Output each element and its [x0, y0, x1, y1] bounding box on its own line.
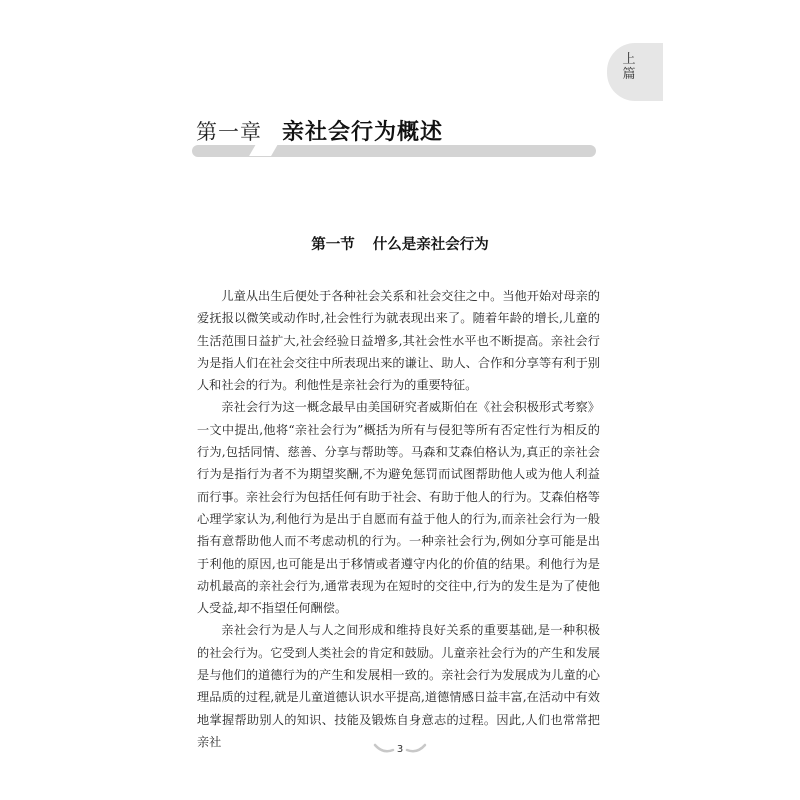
paragraph: 儿童从出生后便处于各种社会关系和社会交往之中。当他开始对母亲的爱抚报以微笑或动作时,社会性行为就表现出来了。随着年龄的增长,儿童的生活范围日益扩大,社会经验日益增多,其社会性水平也不断提高。亲社会行为是指人们在社会交往中所表现出来的谦让、助人、合作和分享等有利于别人和社会的行为。利他性是亲社会行为的重要特征。 [197, 289, 600, 393]
paragraph: 亲社会行为是人与人之间形成和维持良好关系的重要基础,是一种积极的社会行为。它受到人类社会的肯定和鼓励。儿童亲社会行为的产生和发展是与他们的道德行为的产生和发展相一致的。亲社会行为发展成为儿童的心理品质的过程,就是儿童道德认识水平提高,道德情感日益丰富,在活动中有效地掌握帮助别人的知识、技能及锻炼自身意志的过程。因此,人们也常常把亲社 [197, 623, 600, 749]
paragraph: 亲社会行为这一概念最早由美国研究者威斯伯在《社会积极形式考察》一文中提出,他将“亲社会行为”概括为所有与侵犯等所有否定性行为相反的行为,包括同情、慈善、分享与帮助等。马森和艾森伯格认为,真正的亲社会行为是指行为者不为期望奖酬,不为避免惩罚而试图帮助他人或为他人利益而行事。亲社会行为包括任何有助于社会、有助于他人的行为。艾森伯格等心理学家认为,利他行为是出于自愿而有益于他人的行为,而亲社会行为一般指有意帮助他人而不考虑动机的行为。一种亲社会行为,例如分享可能是出于利他的原因,也可能是出于移情或者遵守内化的价值的结果。利他行为是动机最高的亲社会行为,通常表现为在短时的交往中,行为的发生是为了使他人受益,却不指望任何酬偿。 [197, 400, 600, 616]
section-heading [0, 233, 800, 254]
chapter-number: 第一章 [196, 120, 262, 144]
section-title: 什么是亲社会行为 [372, 237, 489, 253]
chapter-title: 亲社会行为概述 [282, 120, 444, 145]
section-number: 第一节 [311, 237, 355, 253]
page-number: 3 [396, 744, 404, 755]
part-label: 上 篇 [622, 52, 636, 82]
body-text [197, 285, 600, 753]
